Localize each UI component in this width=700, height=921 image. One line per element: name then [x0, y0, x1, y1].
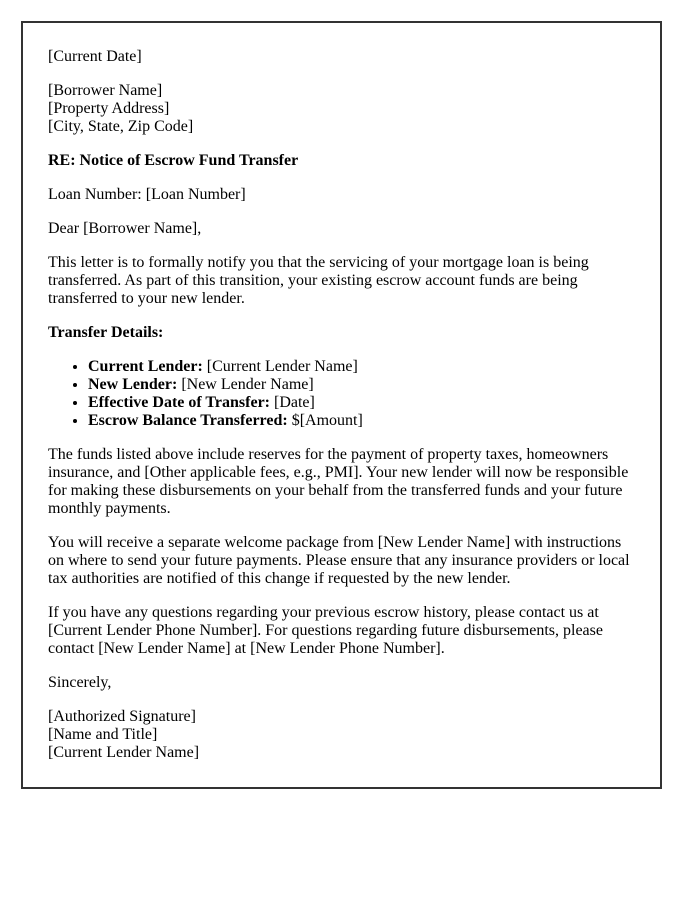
salutation: Dear [Borrower Name], — [48, 220, 202, 237]
transfer-detail-effective-date — [88, 394, 635, 412]
date-line: [Current Date] — [48, 48, 142, 65]
transfer-detail-escrow-balance — [88, 412, 635, 430]
signature-line: [Authorized Signature] — [48, 708, 196, 725]
transfer-detail-new-lender — [88, 376, 635, 394]
signature-lender-line: [Current Lender Name] — [48, 744, 200, 761]
welcome-paragraph: You will receive a separate welcome package from [New Lender Name] with instructions on where to send your future payments. Please ensure that any insurance providers or local tax authorities are notified of this change if requested by the new lender. — [48, 534, 630, 587]
closing: Sincerely, — [48, 674, 112, 691]
transfer-detail-label: Effective Date of Transfer: — [88, 394, 270, 411]
transfer-detail-label: Current Lender: — [88, 358, 203, 375]
signature-name-title-line: [Name and Title] — [48, 726, 158, 743]
subject-line: RE: Notice of Escrow Fund Transfer — [48, 152, 299, 169]
transfer-details-heading: Transfer Details: — [48, 324, 164, 341]
funds-paragraph: The funds listed above include reserves for the payment of property taxes, homeowners insurance, and [Other applicable fees, e.g., PMI]. Your new lender will now be responsible for making these disbursements on your behalf from the transferred funds and your future monthly payments. — [48, 446, 629, 517]
transfer-detail-value: [Date] — [274, 394, 315, 411]
loan-number-line: Loan Number: [Loan Number] — [48, 186, 246, 203]
transfer-detail-value: $[Amount] — [291, 412, 363, 429]
transfer-detail-label: Escrow Balance Transferred: — [88, 412, 288, 429]
recipient-block — [48, 82, 635, 136]
transfer-details-list — [48, 358, 635, 430]
recipient-city-line: [City, State, Zip Code] — [48, 118, 194, 135]
intro-paragraph: This letter is to formally notify you that the servicing of your mortgage loan is being transferred. As part of this transition, your existing escrow account funds are being transferred to your new lender. — [48, 254, 589, 307]
transfer-detail-value: [Current Lender Name] — [206, 358, 358, 375]
letter-document — [21, 21, 662, 789]
recipient-name-line: [Borrower Name] — [48, 82, 163, 99]
transfer-detail-value: [New Lender Name] — [181, 376, 314, 393]
signature-block — [48, 708, 635, 762]
transfer-detail-label: New Lender: — [88, 376, 178, 393]
transfer-detail-current-lender — [88, 358, 635, 376]
recipient-address-line: [Property Address] — [48, 100, 170, 117]
questions-paragraph: If you have any questions regarding your previous escrow history, please contact us at [Current Lender Phone Number]. For questions regarding future disbursements, please contact [New Lender Name] at [New Lender Phone Number]. — [48, 604, 603, 657]
